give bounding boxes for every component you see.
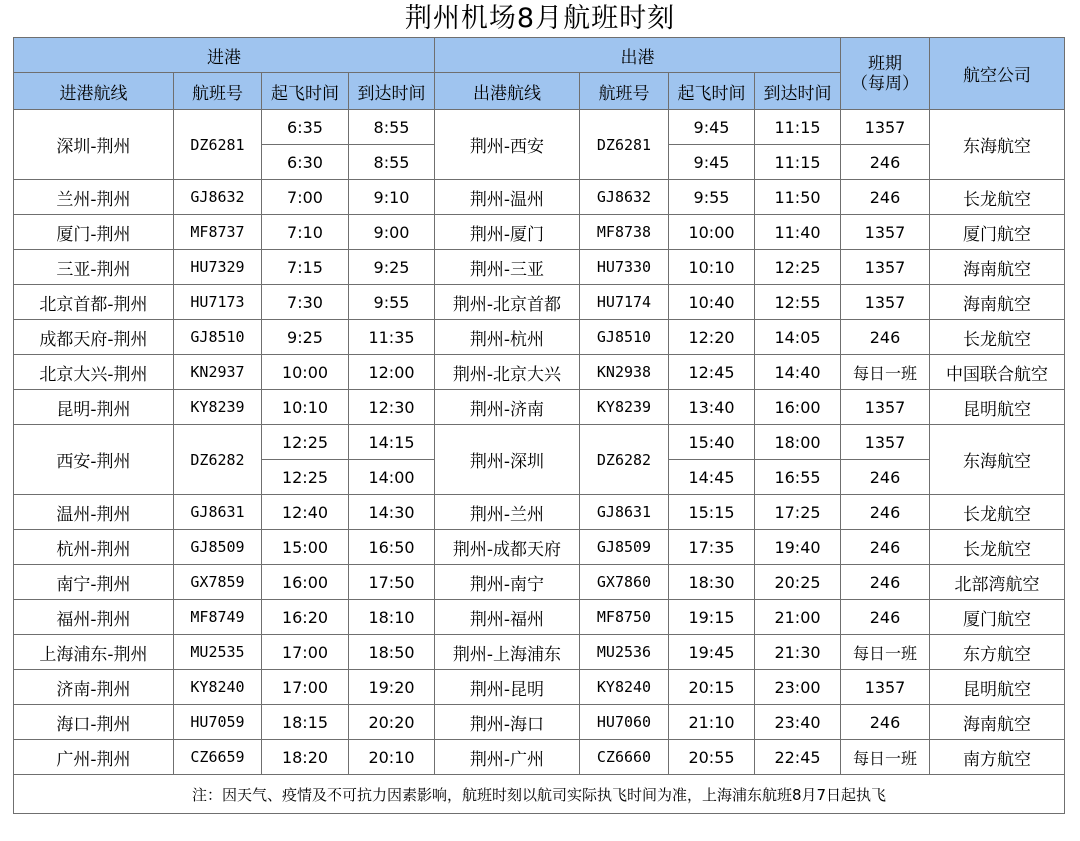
dep-dep-time-cell: 9:45 <box>669 145 755 180</box>
period-cell: 246 <box>841 495 930 530</box>
dep-route-cell: 荆州-广州 <box>435 740 580 775</box>
arr-flight-cell: HU7329 <box>174 250 262 285</box>
arrivals-group-header: 进港 <box>14 38 435 73</box>
dep-flight-cell: HU7174 <box>580 285 669 320</box>
dep-dep-time-cell: 20:15 <box>669 670 755 705</box>
dep-dep-time-cell: 10:10 <box>669 250 755 285</box>
arr-route-header: 进港航线 <box>14 73 174 110</box>
arr-route-cell: 南宁-荆州 <box>14 565 174 600</box>
dep-dep-time-cell: 10:40 <box>669 285 755 320</box>
arr-flight-cell: DZ6281 <box>174 110 262 180</box>
arr-dep-time-cell: 17:00 <box>262 670 349 705</box>
arr-dep-time-cell: 7:30 <box>262 285 349 320</box>
arr-arr-time-cell: 16:50 <box>349 530 435 565</box>
dep-dep-time-cell: 15:15 <box>669 495 755 530</box>
dep-dep-time-cell: 19:45 <box>669 635 755 670</box>
dep-dep-time-cell: 17:35 <box>669 530 755 565</box>
dep-flight-cell: HU7060 <box>580 705 669 740</box>
period-header <box>841 38 930 110</box>
arr-route-cell: 厦门-荆州 <box>14 215 174 250</box>
period-cell: 1357 <box>841 425 930 460</box>
arr-arr-time-cell: 14:15 <box>349 425 435 460</box>
dep-route-cell: 荆州-杭州 <box>435 320 580 355</box>
table-row <box>14 285 1065 320</box>
period-cell: 246 <box>841 705 930 740</box>
dep-arr-time-cell: 12:55 <box>755 285 841 320</box>
dep-flight-cell: HU7330 <box>580 250 669 285</box>
arr-route-cell: 昆明-荆州 <box>14 390 174 425</box>
arr-flight-cell: HU7059 <box>174 705 262 740</box>
dep-route-cell: 荆州-昆明 <box>435 670 580 705</box>
arr-flight-cell: MF8749 <box>174 600 262 635</box>
dep-dep-time-cell: 19:15 <box>669 600 755 635</box>
table-row <box>14 740 1065 775</box>
dep-route-cell: 荆州-西安 <box>435 110 580 180</box>
airline-cell: 中国联合航空 <box>930 355 1065 390</box>
table-row <box>14 320 1065 355</box>
arr-arr-time-cell: 18:50 <box>349 635 435 670</box>
dep-route-cell: 荆州-深圳 <box>435 425 580 495</box>
dep-arr-time-cell: 20:25 <box>755 565 841 600</box>
period-cell: 246 <box>841 565 930 600</box>
arr-flight-cell: HU7173 <box>174 285 262 320</box>
dep-route-cell: 荆州-南宁 <box>435 565 580 600</box>
arr-dep-time-cell: 16:00 <box>262 565 349 600</box>
arr-arr-time-cell: 17:50 <box>349 565 435 600</box>
dep-flight-cell: GJ8509 <box>580 530 669 565</box>
arr-flight-cell: KY8239 <box>174 390 262 425</box>
dep-arr-time-cell: 11:50 <box>755 180 841 215</box>
period-cell: 1357 <box>841 285 930 320</box>
arr-arr-time-header: 到达时间 <box>349 73 435 110</box>
dep-flight-cell: GJ8631 <box>580 495 669 530</box>
dep-route-cell: 荆州-三亚 <box>435 250 580 285</box>
dep-route-cell: 荆州-兰州 <box>435 495 580 530</box>
dep-flight-cell: GJ8510 <box>580 320 669 355</box>
arr-flight-cell: GX7859 <box>174 565 262 600</box>
arr-dep-time-cell: 10:00 <box>262 355 349 390</box>
airline-cell: 南方航空 <box>930 740 1065 775</box>
dep-dep-time-cell: 12:45 <box>669 355 755 390</box>
arr-dep-time-cell: 6:30 <box>262 145 349 180</box>
table-row <box>14 530 1065 565</box>
arr-route-cell: 广州-荆州 <box>14 740 174 775</box>
dep-arr-time-cell: 19:40 <box>755 530 841 565</box>
airline-cell: 海南航空 <box>930 250 1065 285</box>
table-row <box>14 705 1065 740</box>
airline-cell: 昆明航空 <box>930 670 1065 705</box>
dep-flight-cell: GJ8632 <box>580 180 669 215</box>
period-cell: 246 <box>841 600 930 635</box>
arr-arr-time-cell: 14:00 <box>349 460 435 495</box>
arr-arr-time-cell: 8:55 <box>349 145 435 180</box>
dep-dep-time-cell: 10:00 <box>669 215 755 250</box>
arr-dep-time-cell: 7:00 <box>262 180 349 215</box>
period-cell: 246 <box>841 530 930 565</box>
arr-route-cell: 海口-荆州 <box>14 705 174 740</box>
dep-flight-cell: MU2536 <box>580 635 669 670</box>
arr-flight-cell: GJ8631 <box>174 495 262 530</box>
dep-flight-cell: MF8738 <box>580 215 669 250</box>
table-row <box>14 425 1065 460</box>
dep-flight-cell: MF8750 <box>580 600 669 635</box>
airline-cell: 东海航空 <box>930 425 1065 495</box>
dep-arr-time-cell: 11:15 <box>755 145 841 180</box>
dep-route-cell: 荆州-海口 <box>435 705 580 740</box>
dep-arr-time-cell: 23:40 <box>755 705 841 740</box>
dep-route-cell: 荆州-成都天府 <box>435 530 580 565</box>
arr-arr-time-cell: 14:30 <box>349 495 435 530</box>
dep-dep-time-cell: 12:20 <box>669 320 755 355</box>
arr-dep-time-cell: 15:00 <box>262 530 349 565</box>
dep-flight-cell: KN2938 <box>580 355 669 390</box>
arr-dep-time-cell: 17:00 <box>262 635 349 670</box>
arr-flight-cell: MU2535 <box>174 635 262 670</box>
arr-arr-time-cell: 20:20 <box>349 705 435 740</box>
period-header-sub: （每周） <box>851 73 919 94</box>
dep-route-cell: 荆州-北京首都 <box>435 285 580 320</box>
arr-route-cell: 北京首都-荆州 <box>14 285 174 320</box>
arr-arr-time-cell: 9:25 <box>349 250 435 285</box>
airline-cell: 长龙航空 <box>930 530 1065 565</box>
arr-arr-time-cell: 9:10 <box>349 180 435 215</box>
dep-arr-time-cell: 17:25 <box>755 495 841 530</box>
arr-arr-time-cell: 8:55 <box>349 110 435 145</box>
arr-dep-time-cell: 10:10 <box>262 390 349 425</box>
arr-dep-time-cell: 7:15 <box>262 250 349 285</box>
arr-flight-cell: GJ8510 <box>174 320 262 355</box>
dep-arr-time-header: 到达时间 <box>755 73 841 110</box>
period-cell: 246 <box>841 320 930 355</box>
table-row <box>14 495 1065 530</box>
dep-dep-time-cell: 9:45 <box>669 110 755 145</box>
dep-route-cell: 荆州-温州 <box>435 180 580 215</box>
dep-flight-header: 航班号 <box>580 73 669 110</box>
arr-dep-time-cell: 18:15 <box>262 705 349 740</box>
period-cell: 1357 <box>841 110 930 145</box>
dep-arr-time-cell: 16:00 <box>755 390 841 425</box>
period-cell: 1357 <box>841 390 930 425</box>
dep-dep-time-cell: 13:40 <box>669 390 755 425</box>
airline-cell: 北部湾航空 <box>930 565 1065 600</box>
arr-route-cell: 兰州-荆州 <box>14 180 174 215</box>
arr-route-cell: 上海浦东-荆州 <box>14 635 174 670</box>
airline-cell: 长龙航空 <box>930 495 1065 530</box>
table-row <box>14 110 1065 145</box>
arr-flight-cell: DZ6282 <box>174 425 262 495</box>
dep-arr-time-cell: 11:40 <box>755 215 841 250</box>
arr-arr-time-cell: 20:10 <box>349 740 435 775</box>
arr-arr-time-cell: 12:00 <box>349 355 435 390</box>
table-row <box>14 600 1065 635</box>
table-row <box>14 565 1065 600</box>
arr-flight-cell: KY8240 <box>174 670 262 705</box>
arr-arr-time-cell: 11:35 <box>349 320 435 355</box>
dep-dep-time-cell: 20:55 <box>669 740 755 775</box>
dep-flight-cell: CZ6660 <box>580 740 669 775</box>
arr-dep-time-cell: 12:25 <box>262 460 349 495</box>
dep-dep-time-cell: 21:10 <box>669 705 755 740</box>
period-cell: 1357 <box>841 670 930 705</box>
dep-route-header: 出港航线 <box>435 73 580 110</box>
arr-arr-time-cell: 18:10 <box>349 600 435 635</box>
dep-arr-time-cell: 11:15 <box>755 110 841 145</box>
page-title: 荆州机场8月航班时刻 <box>404 3 676 34</box>
table-row <box>14 390 1065 425</box>
dep-route-cell: 荆州-福州 <box>435 600 580 635</box>
airline-cell: 东海航空 <box>930 110 1065 180</box>
dep-flight-cell: GX7860 <box>580 565 669 600</box>
arr-flight-cell: MF8737 <box>174 215 262 250</box>
arr-arr-time-cell: 9:55 <box>349 285 435 320</box>
dep-route-cell: 荆州-上海浦东 <box>435 635 580 670</box>
period-cell: 每日一班 <box>841 355 930 390</box>
dep-dep-time-header: 起飞时间 <box>669 73 755 110</box>
dep-arr-time-cell: 21:00 <box>755 600 841 635</box>
dep-arr-time-cell: 18:00 <box>755 425 841 460</box>
arr-route-cell: 北京大兴-荆州 <box>14 355 174 390</box>
dep-flight-cell: KY8239 <box>580 390 669 425</box>
dep-dep-time-cell: 14:45 <box>669 460 755 495</box>
dep-arr-time-cell: 12:25 <box>755 250 841 285</box>
arr-route-cell: 三亚-荆州 <box>14 250 174 285</box>
arr-route-cell: 深圳-荆州 <box>14 110 174 180</box>
arr-route-cell: 温州-荆州 <box>14 495 174 530</box>
arr-dep-time-cell: 12:25 <box>262 425 349 460</box>
dep-dep-time-cell: 18:30 <box>669 565 755 600</box>
airline-cell: 长龙航空 <box>930 320 1065 355</box>
footnote: 注：因天气、疫情及不可抗力因素影响，航班时刻以航司实际执飞时间为准，上海浦东航班8月7日起执飞 <box>14 775 1065 814</box>
departures-group-header: 出港 <box>435 38 841 73</box>
airline-cell: 厦门航空 <box>930 215 1065 250</box>
dep-flight-cell: DZ6281 <box>580 110 669 180</box>
dep-route-cell: 荆州-济南 <box>435 390 580 425</box>
period-cell: 1357 <box>841 250 930 285</box>
airline-cell: 海南航空 <box>930 285 1065 320</box>
arr-route-cell: 西安-荆州 <box>14 425 174 495</box>
dep-dep-time-cell: 9:55 <box>669 180 755 215</box>
arr-dep-time-header: 起飞时间 <box>262 73 349 110</box>
period-cell: 246 <box>841 145 930 180</box>
period-cell: 每日一班 <box>841 635 930 670</box>
arr-route-cell: 成都天府-荆州 <box>14 320 174 355</box>
arr-dep-time-cell: 18:20 <box>262 740 349 775</box>
airline-cell: 海南航空 <box>930 705 1065 740</box>
airline-header: 航空公司 <box>930 38 1065 110</box>
arr-flight-cell: GJ8632 <box>174 180 262 215</box>
dep-arr-time-cell: 16:55 <box>755 460 841 495</box>
table-row <box>14 180 1065 215</box>
period-cell: 1357 <box>841 215 930 250</box>
period-header-label: 班期 <box>868 53 902 74</box>
schedule-body <box>14 110 1065 775</box>
arr-flight-header: 航班号 <box>174 73 262 110</box>
arr-dep-time-cell: 9:25 <box>262 320 349 355</box>
arr-flight-cell: KN2937 <box>174 355 262 390</box>
dep-flight-cell: KY8240 <box>580 670 669 705</box>
dep-route-cell: 荆州-北京大兴 <box>435 355 580 390</box>
airline-cell: 长龙航空 <box>930 180 1065 215</box>
flight-schedule-table <box>13 37 1065 814</box>
airline-cell: 昆明航空 <box>930 390 1065 425</box>
arr-arr-time-cell: 19:20 <box>349 670 435 705</box>
dep-arr-time-cell: 22:45 <box>755 740 841 775</box>
period-cell: 246 <box>841 460 930 495</box>
table-row <box>14 215 1065 250</box>
period-cell: 每日一班 <box>841 740 930 775</box>
arr-dep-time-cell: 12:40 <box>262 495 349 530</box>
arr-dep-time-cell: 6:35 <box>262 110 349 145</box>
arr-route-cell: 济南-荆州 <box>14 670 174 705</box>
dep-dep-time-cell: 15:40 <box>669 425 755 460</box>
airline-cell: 厦门航空 <box>930 600 1065 635</box>
dep-arr-time-cell: 14:05 <box>755 320 841 355</box>
dep-arr-time-cell: 21:30 <box>755 635 841 670</box>
table-row <box>14 250 1065 285</box>
table-row <box>14 635 1065 670</box>
arr-dep-time-cell: 16:20 <box>262 600 349 635</box>
dep-route-cell: 荆州-厦门 <box>435 215 580 250</box>
arr-flight-cell: GJ8509 <box>174 530 262 565</box>
arr-arr-time-cell: 12:30 <box>349 390 435 425</box>
dep-arr-time-cell: 23:00 <box>755 670 841 705</box>
airline-cell: 东方航空 <box>930 635 1065 670</box>
arr-route-cell: 杭州-荆州 <box>14 530 174 565</box>
table-row <box>14 670 1065 705</box>
dep-flight-cell: DZ6282 <box>580 425 669 495</box>
table-row <box>14 355 1065 390</box>
arr-dep-time-cell: 7:10 <box>262 215 349 250</box>
arr-route-cell: 福州-荆州 <box>14 600 174 635</box>
arr-flight-cell: CZ6659 <box>174 740 262 775</box>
arr-arr-time-cell: 9:00 <box>349 215 435 250</box>
dep-arr-time-cell: 14:40 <box>755 355 841 390</box>
period-cell: 246 <box>841 180 930 215</box>
